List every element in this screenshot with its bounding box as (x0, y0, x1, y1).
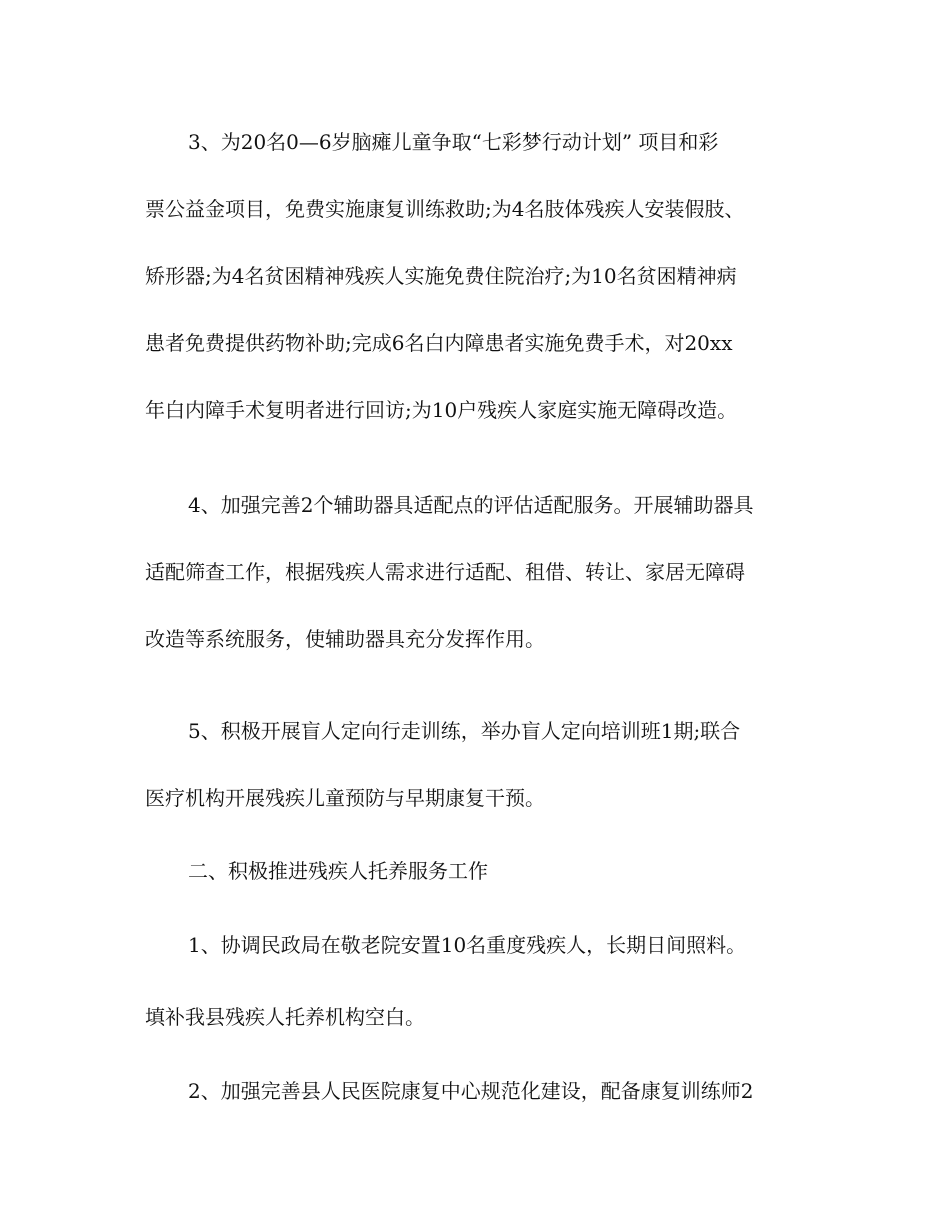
text-line: 2、加强完善县人民医院康复中心规范化建设，配备康复训练师2 (188, 1079, 754, 1103)
text-line: 年白内障手术复明者进行回访;为10户残疾人家庭实施无障碍改造。 (145, 398, 738, 422)
text-line: 填补我县残疾人托养机构空白。 (145, 1005, 425, 1029)
text-line: 5、积极开展盲人定向行走训练，举办盲人定向培训班1期;联合 (188, 719, 741, 743)
section-heading: 二、积极推进残疾人托养服务工作 (188, 859, 488, 883)
text-line: 改造等系统服务，使辅助器具充分发挥作用。 (145, 627, 545, 651)
text-line: 医疗机构开展残疾儿童预防与早期康复干预。 (145, 786, 545, 810)
text-line: 3、为20名0—6岁脑瘫儿童争取“七彩梦行动计划” 项目和彩 (188, 130, 719, 154)
text-line: 1、协调民政局在敬老院安置10名重度残疾人，长期日间照料。 (188, 933, 747, 957)
text-line: 票公益金项目，免费实施康复训练救助;为4名肢体残疾人安装假肢、 (145, 197, 745, 221)
text-line: 患者免费提供药物补助;完成6名白内障患者实施免费手术，对20xx (145, 331, 733, 355)
text-line: 4、加强完善2个辅助器具适配点的评估适配服务。开展辅助器具 (188, 493, 754, 517)
text-line: 矫形器;为4名贫困精神残疾人实施免费住院治疗;为10名贫困精神病 (145, 264, 737, 288)
text-line: 适配筛查工作，根据残疾人需求进行适配、租借、转让、家居无障碍 (145, 560, 745, 584)
